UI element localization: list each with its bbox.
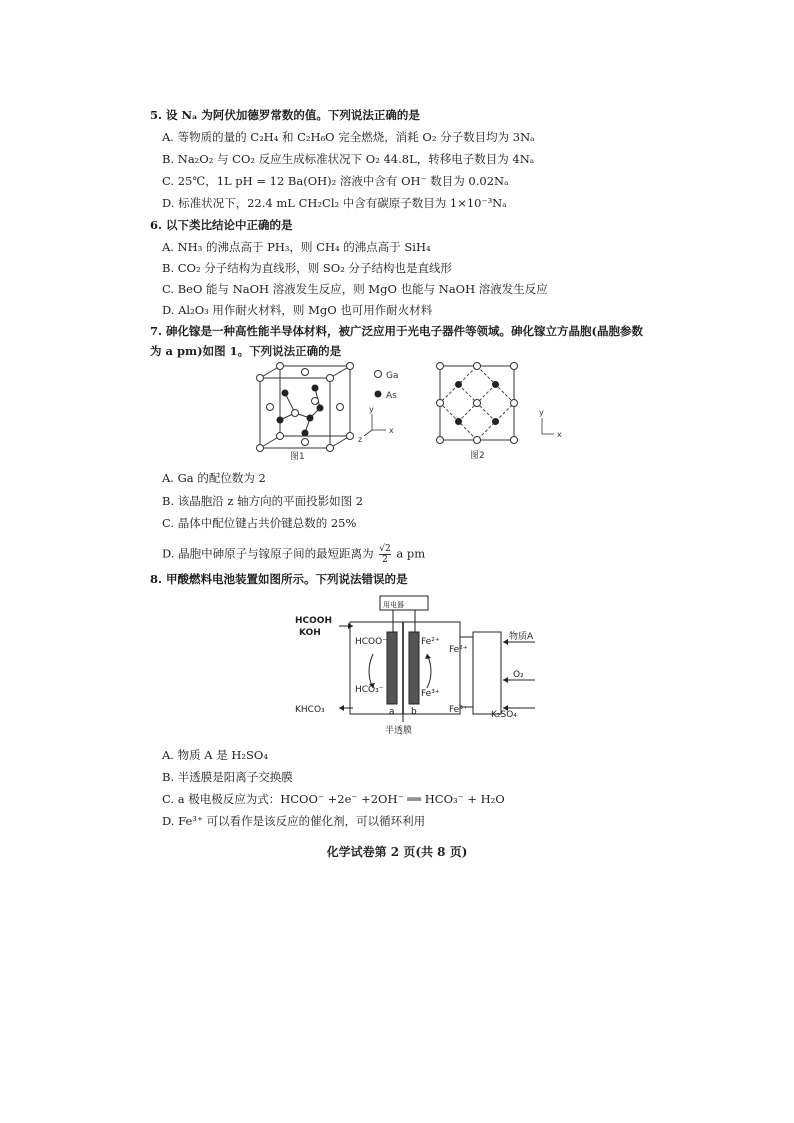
label-fe3-inner: Fe³⁺ — [421, 689, 440, 699]
fig1-axis-z: z — [358, 435, 363, 444]
crystal-projection-figure-2 — [430, 362, 570, 462]
q6-stem: 6. 以下类比结论中正确的是 — [150, 218, 293, 232]
fraction-denominator: 2 — [382, 555, 388, 565]
q5-option-d: D. 标准状况下，22.4 mL CH₂Cl₂ 中含有碳原子数目为 1×10⁻³Nₐ — [162, 196, 507, 210]
q6-option-a: A. NH₃ 的沸点高于 PH₃，则 CH₄ 的沸点高于 SiH₄ — [162, 240, 431, 254]
fig2-caption: 图2 — [470, 451, 485, 461]
electrode-a-label: a — [389, 707, 395, 717]
q6-option-d: D. Al₂O₃ 用作耐火材料，则 MgO 也可用作耐火材料 — [162, 303, 433, 317]
crystal-cell-figure-1 — [250, 358, 410, 463]
device-label: 用电器 — [383, 601, 404, 609]
q7-option-b: B. 该晶胞沿 z 轴方向的平面投影如图 2 — [162, 494, 364, 508]
fig1-axis-x: x — [389, 426, 394, 435]
page-footer: 化学试卷第 2 页(共 8 页) — [326, 845, 468, 859]
label-fe2-inner: Fe²⁺ — [421, 637, 440, 647]
fig2-axis-x: x — [557, 430, 562, 439]
q8-option-d: D. Fe³⁺ 可以看作是该反应的催化剂，可以循环利用 — [162, 814, 426, 828]
label-hco3: HCO₃⁻ — [355, 685, 384, 695]
q6-option-c: C. BeO 能与 NaOH 溶液发生反应，则 MgO 也能与 NaOH 溶液发生反应 — [162, 282, 548, 296]
q8-stem: 8. 甲酸燃料电池装置如图所示。下列说法错误的是 — [150, 572, 408, 586]
inlet-hcooh: HCOOH — [295, 616, 332, 626]
fig2-axis-y: y — [539, 408, 544, 417]
q6-option-b: B. CO₂ 分子结构为直线形，则 SO₂ 分子结构也是直线形 — [162, 261, 452, 275]
q7-stem-line2: 为 a pm)如图 1。下列说法正确的是 — [150, 344, 342, 358]
q7-option-d-tail: a pm — [396, 546, 426, 561]
legend-as-label: As — [386, 391, 397, 401]
fig1-axis-y: y — [369, 405, 374, 414]
q8-option-a: A. 物质 A 是 H₂SO₄ — [162, 748, 268, 762]
fig1-caption: 图1 — [290, 452, 305, 462]
legend-ga-label: Ga — [386, 371, 399, 381]
label-o2: O₂ — [513, 670, 524, 680]
label-fe3-right: Fe³⁺ — [449, 705, 468, 715]
label-fe2-right: Fe²⁺ — [449, 645, 468, 655]
label-hcoo: HCOO⁻ — [355, 637, 387, 647]
fuel-cell-diagram — [295, 592, 535, 737]
outlet-khco3: KHCO₃ — [295, 705, 325, 715]
q7-stem-line1: 7. 砷化镓是一种高性能半导体材料，被广泛应用于光电子器件等领域。砷化镓立方晶胞(晶胞参数 — [150, 324, 643, 338]
outlet-k2so4: K₂SO₄ — [491, 710, 517, 720]
q5-option-c: C. 25℃，1L pH = 12 Ba(OH)₂ 溶液中含有 OH⁻ 数目为 0.02Nₐ — [162, 174, 509, 188]
q8-option-c: C. a 极电极反应为式：HCOO⁻ +2e⁻ +2OH⁻ ══ HCO₃⁻ + H₂O — [162, 792, 505, 806]
q5-option-a: A. 等物质的量的 C₂H₄ 和 C₂H₆O 完全燃烧，消耗 O₂ 分子数目均为 3Nₐ — [162, 130, 535, 144]
q8-option-b: B. 半透膜是阳离子交换膜 — [162, 770, 293, 784]
label-substance-a: 物质A — [509, 632, 534, 642]
q7-option-d-fraction — [379, 544, 390, 565]
q5-option-b: B. Na₂O₂ 与 CO₂ 反应生成标准状况下 O₂ 44.8L，转移电子数目为 4Nₐ — [162, 152, 535, 166]
q5-stem: 5. 设 Nₐ 为阿伏加德罗常数的值。下列说法正确的是 — [150, 108, 420, 122]
q7-option-d — [162, 544, 425, 565]
electrode-b-label: b — [411, 707, 417, 717]
inlet-koh: KOH — [299, 628, 321, 638]
q7-option-c: C. 晶体中配位键占共价键总数的 25% — [162, 516, 357, 530]
fraction-numerator: √2 — [379, 544, 391, 554]
q7-option-a: A. Ga 的配位数为 2 — [162, 471, 266, 485]
q7-option-d-text: D. 晶胞中砷原子与镓原子间的最短距离为 — [162, 546, 374, 561]
membrane-label: 半透膜 — [385, 726, 413, 736]
